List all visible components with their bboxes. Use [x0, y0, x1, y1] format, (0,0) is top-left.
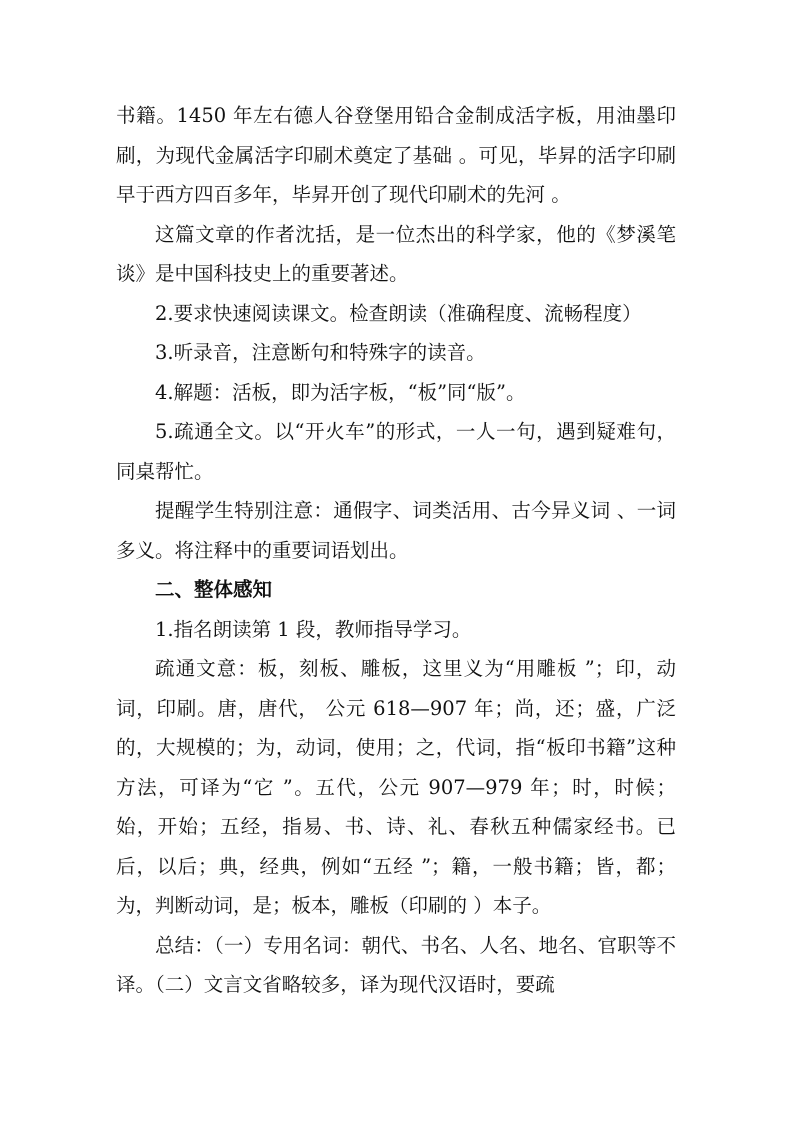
paragraph-reminder: 提醒学生特别注意：通假字、词类活用、古今异义词 、一词多义。将注释中的重要词语划出。 [116, 499, 676, 562]
section-heading: 二、整体感知 [155, 578, 273, 601]
paragraph-step-3: 3.听录音，注意断句和特殊字的读音。 [155, 341, 486, 364]
paragraph-step-4: 4.解题：活板，即为活字板，“板”同“版”。 [155, 380, 526, 404]
paragraph-meaning: 疏通文意：板，刻板、雕板，这里义为“用雕板 ”；印，动词，印刷。唐，唐代， 公元 618—907 年；尚，还；盛，广泛的，大规模的；为，动词，使用；之，代词，指“板印书籍”这种方法，可译为“它 ”。五代，公元 907—979 年；时，时候；始，开始；五经，指易、书、诗、礼、春秋五种儒家经书。已后，以后；典，经典，例如“五经 ”；籍，一般书籍；皆，都；为，判断动词，是；板本，雕板（印刷的 ）本子。 [116, 657, 676, 917]
paragraph-step-2: 2.要求快速阅读课文。检查朗读（准确程度、流畅程度） [155, 301, 642, 325]
paragraph-summary: 总结：（一）专用名词：朝代、书名、人名、地名、官职等不译。（二）文言文省略较多，译为现代汉语时，要疏 [116, 933, 676, 996]
paragraph-reading-1: 1.指名朗读第 1 段，教师指导学习。 [155, 617, 472, 641]
paragraph-author: 这篇文章的作者沈括，是一位杰出的科学家，他的《梦溪笔谈》是中国科技史上的重要著述。 [116, 222, 676, 285]
paragraph-step-5: 5.疏通全文。以“开火车”的形式，一人一句，遇到疑难句，同桌帮忙。 [116, 420, 676, 483]
document-body [116, 96, 676, 1005]
paragraph-printing-history: 书籍。1450 年左右德人谷登堡用铅合金制成活字板，用油墨印刷，为现代金属活字印刷术奠定了基础 。可见，毕昇的活字印刷早于西方四百多年，毕昇开创了现代印刷术的先河 。 [116, 104, 676, 206]
